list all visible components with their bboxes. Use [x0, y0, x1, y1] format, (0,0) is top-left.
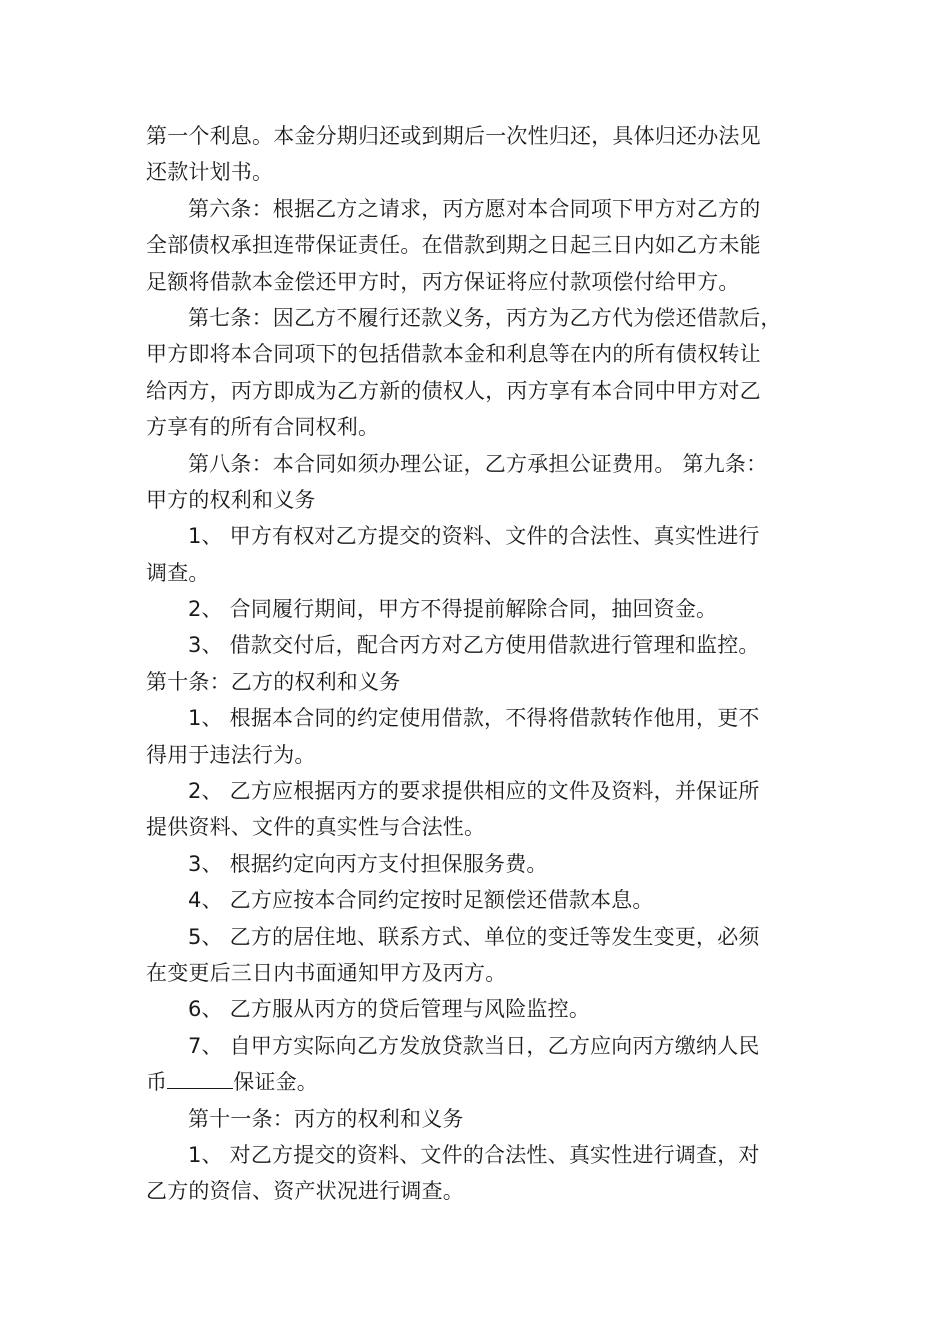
text-line: 4、 乙方应按本合同约定按时足额偿还借款本息。 — [188, 888, 654, 913]
text-line: 调查。 — [146, 560, 210, 585]
text-line: 7、 自甲方实际向乙方发放贷款当日，乙方应向丙方缴纳人民 — [188, 1033, 760, 1058]
text-segment: 保证金。 — [233, 1070, 319, 1095]
text-line: 2、 乙方应根据丙方的要求提供相应的文件及资料，并保证所 — [188, 779, 760, 804]
text-line: 3、 借款交付后，配合丙方对乙方使用借款进行管理和监控。 — [188, 633, 760, 658]
text-line: 提供资料、文件的真实性与合法性。 — [146, 815, 486, 840]
text-line: 乙方的资信、资产状况进行调查。 — [146, 1179, 464, 1204]
text-line: 甲方即将本合同项下的包括借款本金和利息等在内的所有债权转让 — [146, 342, 761, 367]
text-line: 5、 乙方的居住地、联系方式、单位的变迁等发生变更，必须 — [188, 924, 760, 949]
text-line: 3、 根据约定向丙方支付担保服务费。 — [188, 851, 548, 876]
text-line: 6、 乙方服从丙方的贷后管理与风险监控。 — [188, 997, 591, 1022]
text-line: 第十条：乙方的权利和义务 — [146, 669, 401, 694]
text-line: 在变更后三日内书面通知甲方及丙方。 — [146, 960, 507, 985]
text-line: 甲方的权利和义务 — [146, 487, 316, 512]
text-line: 第一个利息。本金分期归还或到期后一次性归还，具体归还办法见 — [146, 124, 761, 148]
text-line: 全部债权承担连带保证责任。在借款到期之日起三日内如乙方未能 — [146, 233, 761, 258]
text-line: 第八条：本合同如须办理公证，乙方承担公证费用。 第九条： — [188, 451, 768, 476]
text-line: 还款计划书。 — [146, 160, 274, 185]
text-line: 方享有的所有合同权利。 — [146, 415, 380, 440]
document-page — [146, 118, 810, 1210]
text-line: 第十一条：丙方的权利和义务 — [188, 1106, 464, 1131]
text-line: 1、 甲方有权对乙方提交的资料、文件的合法性、真实性进行 — [188, 524, 760, 549]
text-line: 第六条：根据乙方之请求，丙方愿对本合同项下甲方对乙方的 — [188, 196, 761, 221]
text-line: 得用于违法行为。 — [146, 742, 316, 767]
text-line: 给丙方，丙方即成为乙方新的债权人，丙方享有本合同中甲方对乙 — [146, 378, 761, 403]
text-segment: 币 — [146, 1070, 168, 1095]
text-line: 2、 合同履行期间，甲方不得提前解除合同，抽回资金。 — [188, 597, 718, 622]
text-line: 第七条：因乙方不履行还款义务，丙方为乙方代为偿还借款后， — [188, 305, 782, 330]
text-line: 足额将借款本金偿还甲方时，丙方保证将应付款项偿付给甲方。 — [146, 269, 740, 294]
text-line: 1、 根据本合同的约定使用借款，不得将借款转作他用，更不 — [188, 706, 760, 731]
text-line: 1、 对乙方提交的资料、文件的合法性、真实性进行调查，对 — [188, 1142, 760, 1167]
fill-in-blank — [167, 1070, 233, 1089]
text-line-with-blank — [146, 1064, 810, 1100]
